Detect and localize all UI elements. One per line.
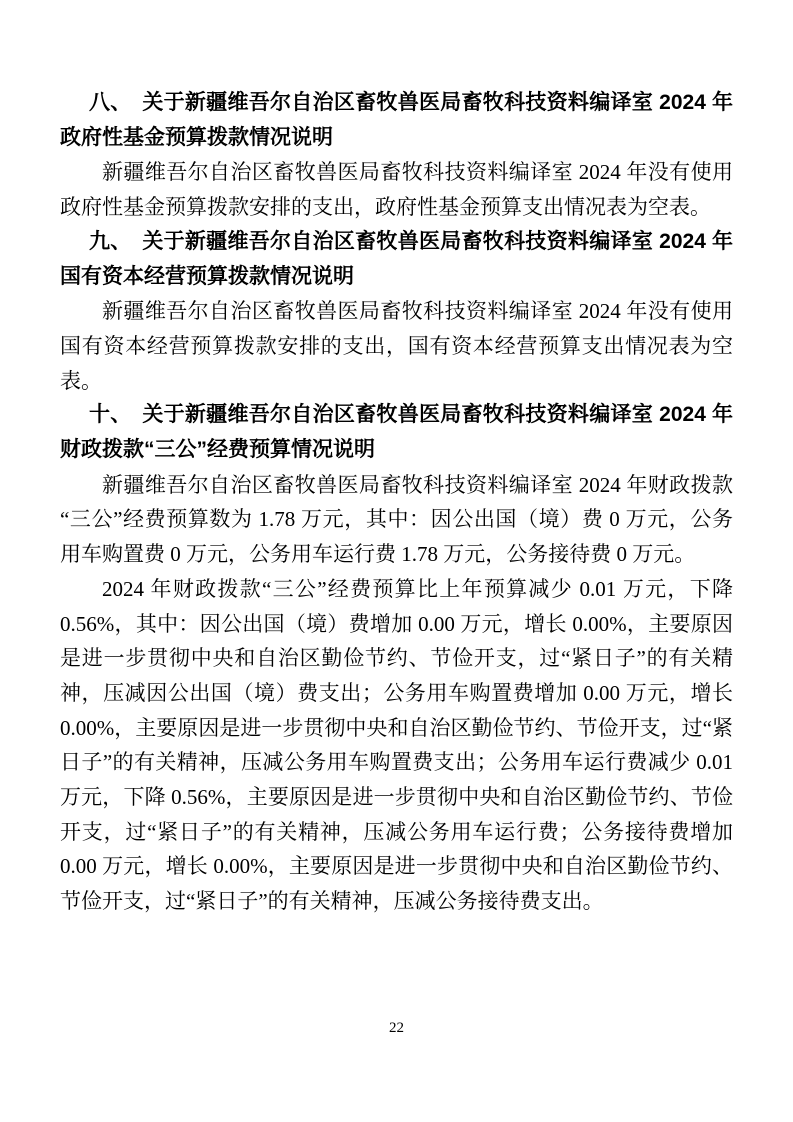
section-10-paragraph-2: 2024 年财政拨款“三公”经费预算比上年预算减少 0.01 万元，下降 0.56%，其中：因公出国（境）费增加 0.00 万元，增长 0.00%，主要原因是进一步贯彻中央和自治区勤俭节约、节俭开支，过“紧日子”的有关精神，压减因公出国（境）费支出；公务用车购置费增加 0.00 万元，增长 0.00%，主要原因是进一步贯彻中央和自治区勤俭节约、节俭开支，过“紧日子”的有关精神，压减公务用车购置费支出；公务用车运行费减少 0.01 万元，下降 0.56%，主要原因是进一步贯彻中央和自治区勤俭节约、节俭开支，过“紧日子”的有关精神，压减公务用车运行费；公务接待费增加 0.00 万元，增长 0.00%，主要原因是进一步贯彻中央和自治区勤俭节约、节俭开支，过“紧日子”的有关精神，压减公务接待费支出。 xyxy=(60,576,733,914)
section-10-paragraph-1: 新疆维吾尔自治区畜牧兽医局畜牧科技资料编译室 2024 年财政拨款“三公”经费预算数为 1.78 万元，其中：因公出国（境）费 0 万元，公务用车购置费 0 万元，公务用车运行费 1.78 万元，公务接待费 0 万元。 xyxy=(60,472,733,567)
section-8-paragraph: 新疆维吾尔自治区畜牧兽医局畜牧科技资料编译室 2024 年没有使用政府性基金预算拨款安排的支出，政府性基金预算支出情况表为空表。 xyxy=(60,160,733,220)
section-9-paragraph: 新疆维吾尔自治区畜牧兽医局畜牧科技资料编译室 2024 年没有使用国有资本经营预算拨款安排的支出，国有资本经营预算支出情况表为空表。 xyxy=(60,299,733,393)
page-number: 22 xyxy=(389,1020,404,1036)
document-body xyxy=(60,86,733,919)
section-9-heading: 九、 关于新疆维吾尔自治区畜牧兽医局畜牧科技资料编译室 2024 年国有资本经营预算拨款情况说明 xyxy=(60,229,733,288)
section-10-heading: 十、 关于新疆维吾尔自治区畜牧兽医局畜牧科技资料编译室 2024 年财政拨款“三公”经费预算情况说明 xyxy=(60,403,733,462)
section-8-heading: 八、 关于新疆维吾尔自治区畜牧兽医局畜牧科技资料编译室 2024 年政府性基金预算拨款情况说明 xyxy=(60,91,733,149)
